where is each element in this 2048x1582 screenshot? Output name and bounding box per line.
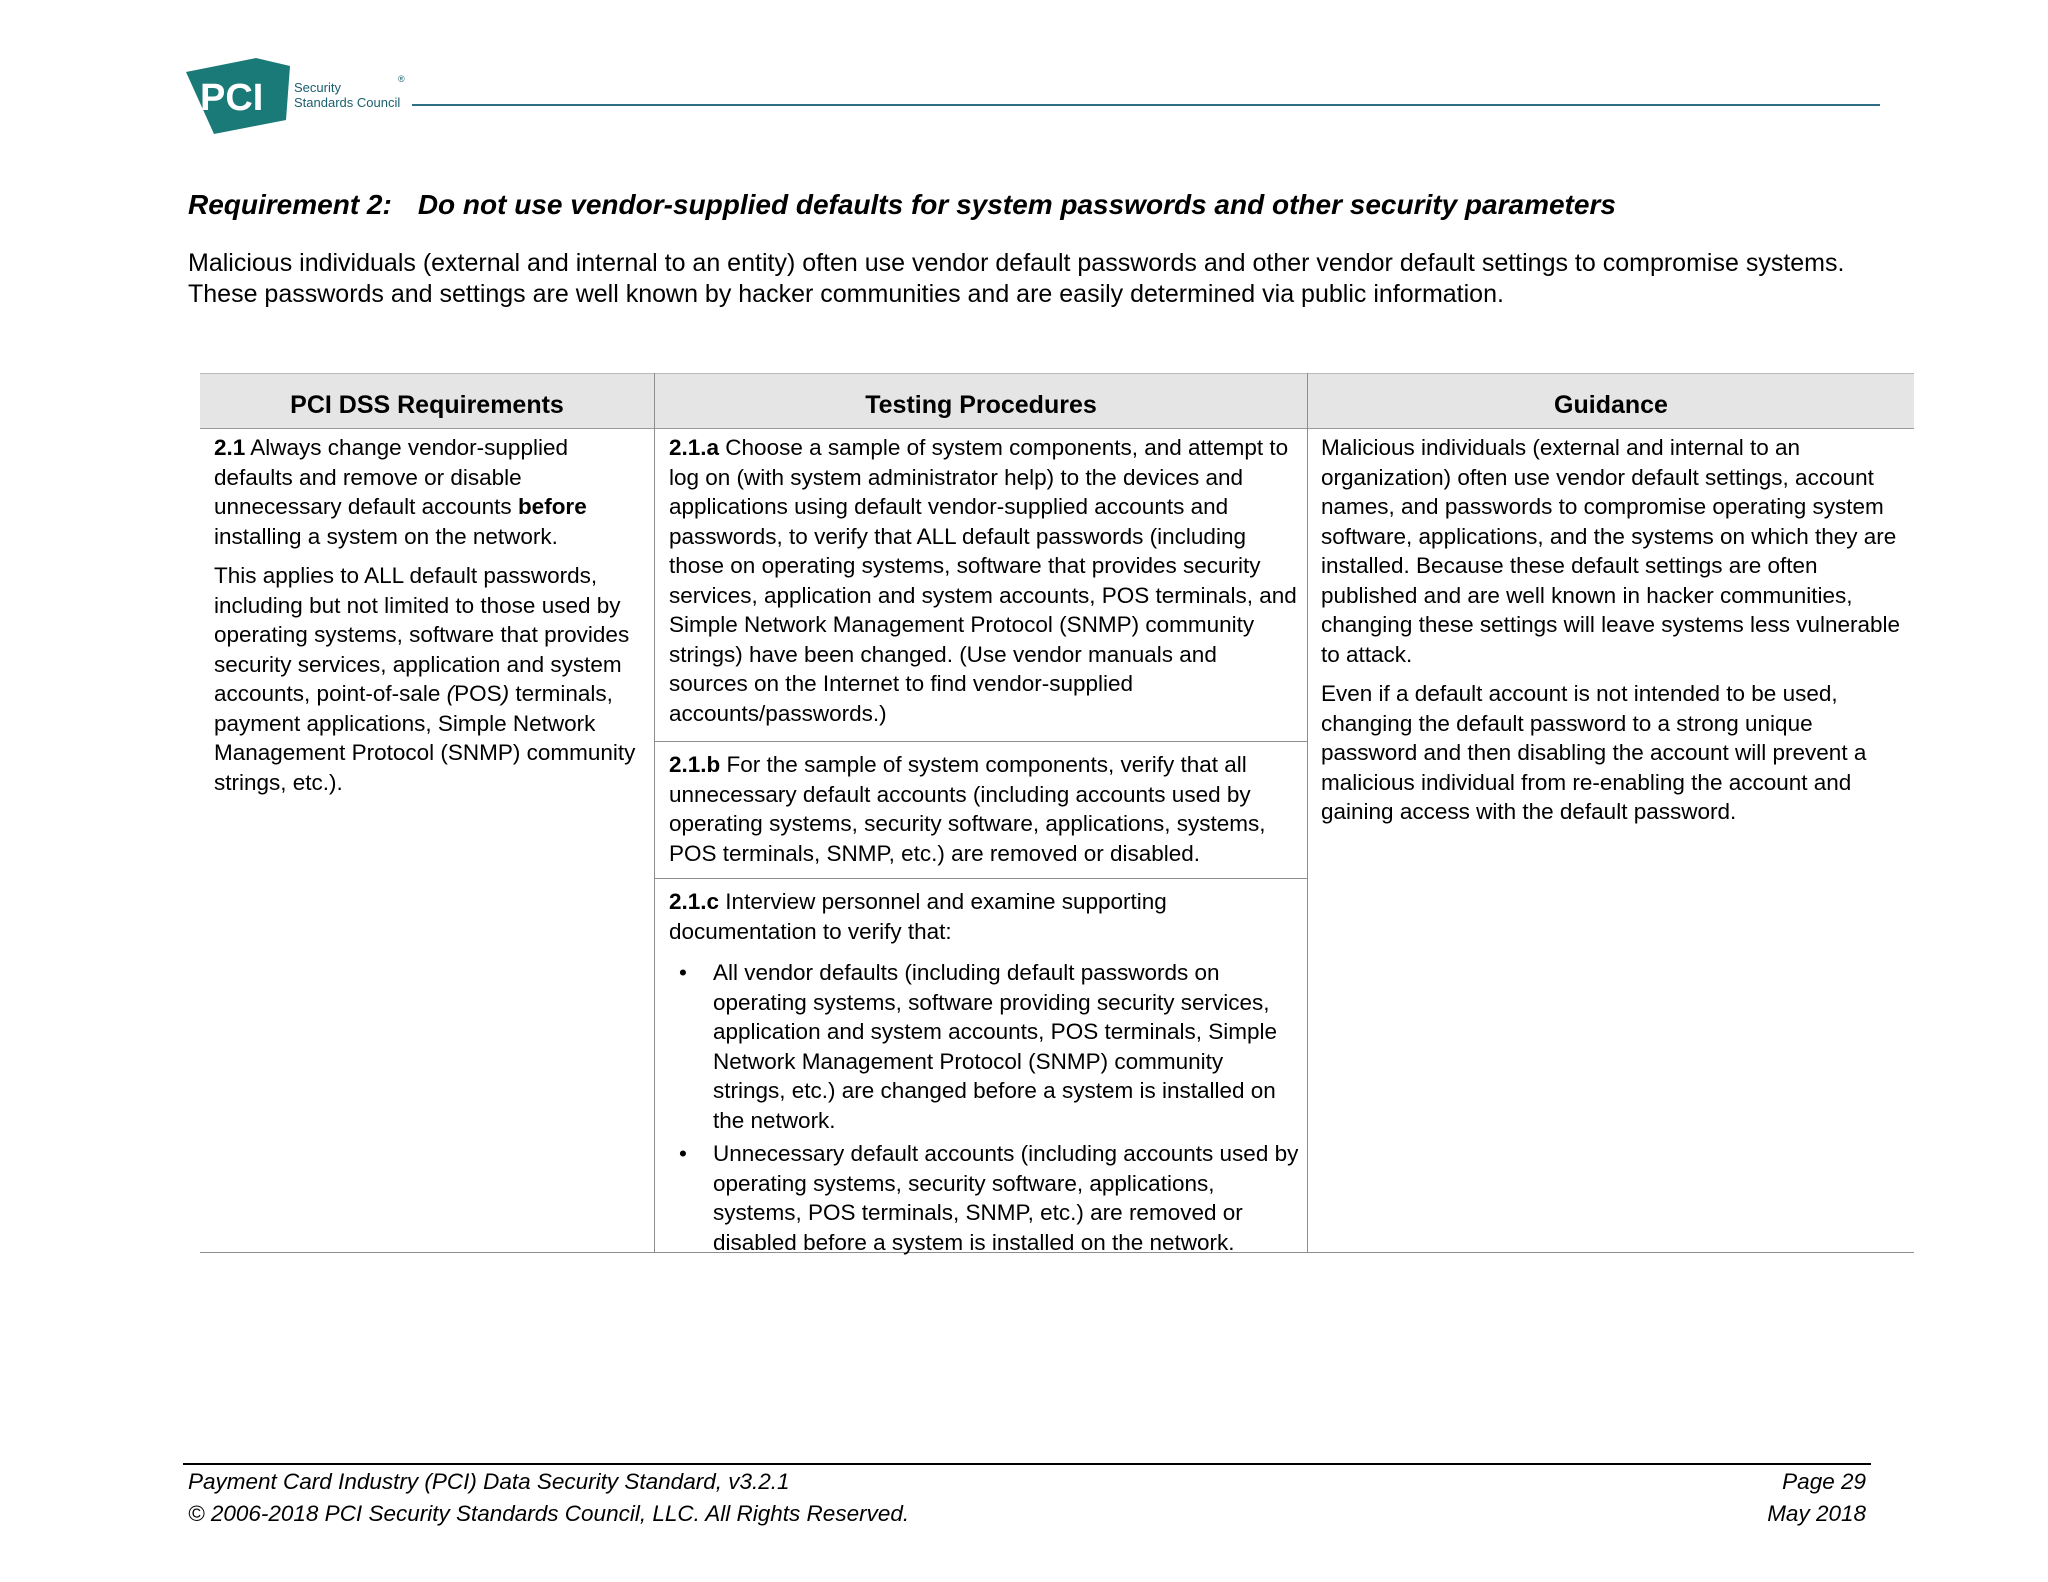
requirement-cell-2-1	[214, 433, 642, 807]
footer-standard-name: Payment Card Industry (PCI) Data Security Standard, v3.2.1	[188, 1469, 790, 1494]
guidance-paragraph-2: Even if a default account is not intended to be used, changing the default password to a strong unique password and then disabling the account will prevent a malicious individual from re-enabling the account and gaining access with the default password.	[1321, 681, 1867, 824]
guidance-paragraph-1: Malicious individuals (external and internal to an organization) often use vendor default settings, account names, and passwords to compromise operating system software, applications, and the systems on which they are installed. Because these default settings are often published and are well known in hacker communities, changing these settings will leave systems less vulnerable to attack.	[1321, 435, 1901, 667]
footer-page-number: Page 29	[1782, 1469, 1866, 1494]
requirement-heading: Do not use vendor-supplied defaults for system passwords and other security parameters	[417, 189, 1616, 220]
requirement-title	[188, 189, 1616, 221]
scope-text-c: terminals, payment applications, Simple Network Management Protocol (SNMP) community strings, etc.).	[214, 681, 636, 795]
testing-2-1-c-bullets	[669, 958, 1301, 1257]
footer-date: May 2018	[1767, 1501, 1866, 1526]
scope-paren-close: )	[501, 681, 510, 706]
footer-rule	[183, 1463, 1871, 1465]
bullet-icon: •	[679, 1141, 687, 1166]
requirement-text-b: installing a system on the network.	[214, 523, 558, 549]
bullet-text: Unnecessary default accounts (including accounts used by operating systems, security software, applications, systems, POS terminals, SNMP, etc.) are removed or disabled before a system is installed on the network.	[713, 1141, 1299, 1255]
requirement-intro: Malicious individuals (external and internal to an entity) often use vendor default passwords and other vendor default settings to compromise systems. These passwords and settings are well known by hacker communities and are easily determined via public information.	[188, 249, 1845, 308]
testing-2-1-b	[669, 750, 1301, 878]
testing-2-1-c	[669, 887, 1301, 1261]
bullet-text: All vendor defaults (including default passwords on operating systems, software providing security services, application and system accounts, POS terminals, Simple Network Management Protocol (SNMP) community strings, etc.) are changed before a system is installed on the network.	[713, 960, 1278, 1133]
footer-copyright: © 2006-2018 PCI Security Standards Council, LLC. All Rights Reserved.	[188, 1501, 910, 1526]
guidance-cell	[1321, 433, 1911, 837]
column-divider-1	[654, 373, 655, 1253]
requirements-table	[200, 373, 1914, 1253]
logo-mark: PCI	[200, 77, 264, 119]
testing-2-1-a	[669, 433, 1301, 738]
list-item	[669, 958, 1301, 1135]
list-item	[669, 1139, 1301, 1257]
bullet-icon: •	[679, 960, 687, 985]
header-rule	[412, 104, 1880, 106]
header-pci-dss-requirements: PCI DSS Requirements	[200, 373, 654, 429]
testing-text: Interview personnel and examine supporting documentation to verify that:	[669, 889, 1167, 944]
scope-pos: POS	[454, 681, 502, 706]
logo-line1: Security	[294, 80, 341, 95]
header-guidance: Guidance	[1308, 373, 1914, 429]
scope-text-a: This applies to ALL default passwords, including but not limited to those used by operating systems, software that provides security services, application and system accounts, point-of-sale	[214, 563, 630, 706]
requirement-number: Requirement 2:	[188, 189, 392, 220]
testing-text: For the sample of system components, verify that all unnecessary default accounts (including accounts used by operating systems, security software, applications, systems, POS terminals, SNMP, etc.) are removed or disabled.	[669, 752, 1266, 866]
requirement-2-1-scope	[214, 561, 642, 797]
testing-id: 2.1.b	[669, 752, 721, 777]
requirement-id: 2.1	[214, 435, 246, 460]
testing-id: 2.1.a	[669, 435, 720, 460]
testing-text: Choose a sample of system components, and attempt to log on (with system administrator help) to the devices and applications using default vendor-supplied accounts and passwords, to verify that ALL default passwords (including those on operating systems, software that provides security services, application and system accounts, POS terminals, and Simple Network Management Protocol (SNMP) community strings) have been changed. (Use vendor manuals and sources on the Internet to find vendor-supplied accounts/passwords.)	[669, 435, 1297, 726]
row-divider-2-1-a	[654, 741, 1307, 742]
logo-reg: ®	[398, 74, 405, 84]
requirement-text-bold: before	[517, 494, 587, 519]
requirement-text-a: Always change vendor-supplied defaults and remove or disable unnecessary default accounts	[214, 435, 568, 519]
pci-logo	[186, 58, 416, 134]
testing-id: 2.1.c	[669, 889, 720, 914]
row-divider-2-1-b	[654, 878, 1307, 879]
logo-line2: Standards Council	[294, 95, 401, 110]
header-testing-procedures: Testing Procedures	[655, 373, 1307, 429]
column-divider-2	[1307, 373, 1308, 1253]
scope-paren-open: (	[446, 681, 455, 706]
requirement-2-1-text	[214, 433, 642, 551]
